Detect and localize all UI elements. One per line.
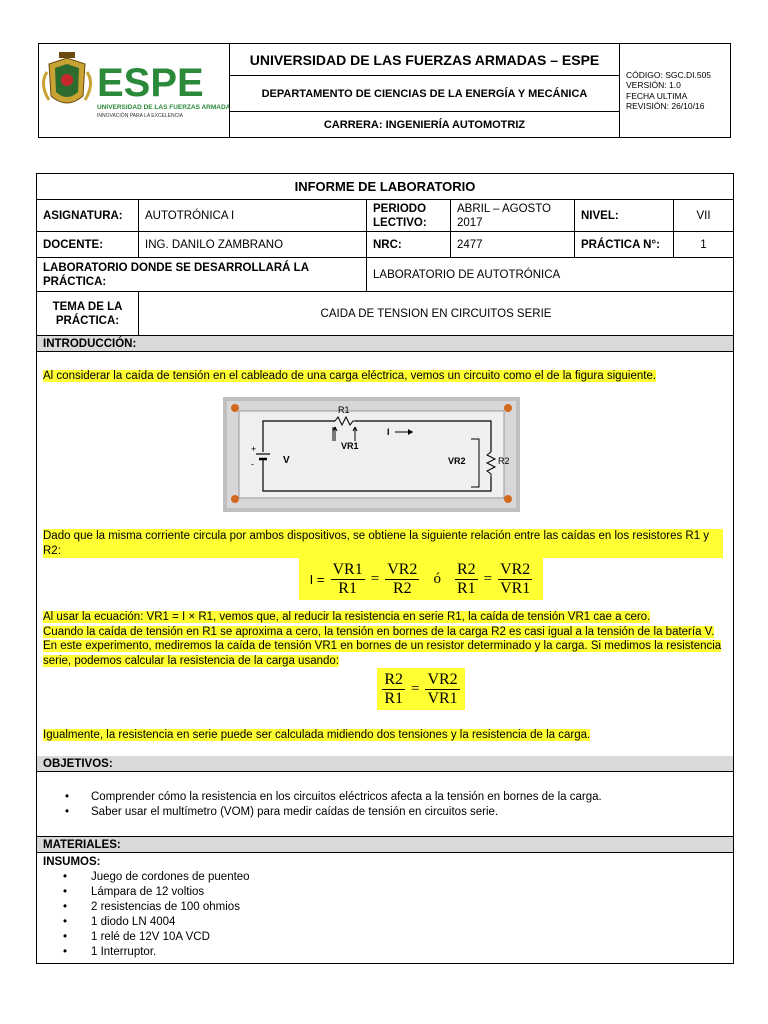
- practica-label: PRÁCTICA N°:: [575, 232, 674, 257]
- nrc-value: 2477: [451, 232, 575, 257]
- eq2-equals: =: [410, 680, 420, 697]
- lab-label: LABORATORIO DONDE SE DESARROLLARÁ LA PRÁCTICA:: [37, 258, 367, 291]
- crest-icon: [43, 52, 90, 103]
- intro-paragraph-3: [43, 610, 727, 668]
- nivel-label: NIVEL:: [575, 200, 674, 231]
- date-label: FECHA ULTIMA: [626, 90, 688, 101]
- current-label: I: [387, 427, 390, 437]
- lab-row: [37, 258, 733, 292]
- nivel-value: VII: [696, 209, 711, 222]
- voltage-label: V: [283, 455, 290, 466]
- equation-2: [377, 668, 465, 710]
- nrc-label: NRC:: [367, 232, 451, 257]
- eq1-lhs: I =: [309, 571, 325, 587]
- intro-heading: INTRODUCCIÓN:: [43, 337, 137, 350]
- r1-label: R1: [338, 405, 350, 415]
- career-name: CARRERA: INGENIERÍA AUTOMOTRIZ: [230, 112, 620, 138]
- plus-label: +: [251, 444, 257, 454]
- intro-heading-row: [37, 336, 733, 352]
- eq1-equals-2: =: [483, 570, 493, 587]
- materials-section: [37, 853, 733, 963]
- report-title: INFORME DE LABORATORIO: [294, 179, 476, 194]
- screw-icon: [231, 404, 239, 412]
- objectives-section: [37, 772, 733, 837]
- eq2-frac-1: $\frac{R2}{R1}$: [384, 670, 403, 707]
- logo-wordmark: ESPE: [97, 61, 204, 105]
- material-item: • Juego de cordones de puenteo: [63, 870, 663, 885]
- logo-cell: [39, 44, 230, 138]
- lab-report: [36, 173, 734, 964]
- circuit-diagram: [223, 397, 520, 512]
- eq1-frac-4: $\frac{VR2}{VR1}$: [500, 560, 531, 597]
- asignatura-label: ASIGNATURA:: [37, 200, 139, 231]
- screw-icon: [231, 495, 239, 503]
- vr2-label: VR2: [448, 456, 466, 466]
- lab-value: LABORATORIO DE AUTOTRÓNICA: [373, 268, 561, 281]
- eq1-frac-3: $\frac{R2}{R1}$: [456, 560, 476, 597]
- objectives-list: [65, 790, 705, 820]
- screw-icon: [504, 404, 512, 412]
- vr1-label: VR1: [341, 441, 359, 451]
- screw-icon: [504, 495, 512, 503]
- material-item: • 1 diodo LN 4004: [63, 915, 663, 930]
- docente-label: DOCENTE:: [37, 232, 139, 257]
- report-title-row: [37, 174, 733, 200]
- intro-section: [37, 352, 733, 764]
- intro-paragraph-3c: En este experimento, mediremos la caída de tensión VR1 en bornes de un resistor determinado y la carga. Si medimos la resistencia serie, podemos calcular la resistencia de la carga usando:: [43, 640, 722, 667]
- materials-heading-row: [37, 837, 733, 853]
- materials-heading: MATERIALES:: [43, 838, 121, 851]
- logo-subtitle: UNIVERSIDAD DE LAS FUERZAS ARMADAS: [97, 104, 229, 111]
- docente-value: ING. DANILO ZAMBRANO: [139, 232, 367, 257]
- eq2-frac-2: $\frac{VR2}{VR1}$: [427, 670, 458, 707]
- r2-label: R2: [498, 456, 510, 466]
- material-item: • Lámpara de 12 voltios: [63, 885, 663, 900]
- university-name: UNIVERSIDAD DE LAS FUERZAS ARMADAS – ESPE: [230, 44, 620, 76]
- insumos-heading: INSUMOS:: [43, 856, 101, 868]
- espe-logo: [39, 44, 229, 132]
- objectives-heading-row: [37, 756, 733, 772]
- teacher-row: [37, 232, 733, 258]
- department-name: DEPARTAMENTO DE CIENCIAS DE LA ENERGÍA Y MECÁNICA: [230, 76, 620, 112]
- material-item: • 2 resistencias de 100 ohmios: [63, 900, 663, 915]
- document-header: [38, 43, 731, 138]
- subject-row: [37, 200, 733, 232]
- objectives-heading: OBJETIVOS:: [43, 757, 113, 770]
- topic-row: [37, 292, 733, 336]
- minus-label: -: [251, 459, 254, 469]
- intro-paragraph-4: Igualmente, la resistencia en serie puede ser calculada midiendo dos tensiones y la resistencia de la carga.: [43, 729, 591, 741]
- periodo-value: ABRIL – AGOSTO 2017: [451, 200, 575, 231]
- version-text: VERSIÓN: 1.0: [626, 80, 681, 90]
- practica-value: 1: [700, 238, 707, 251]
- intro-paragraph-3a: Al usar la ecuación: VR1 = I × R1, vemos que, al reducir la resistencia en serie R1, la caída de tensión VR1 cae a cero.: [43, 611, 651, 623]
- code-text: CÓDIGO: SGC.DI.505: [626, 69, 712, 80]
- document-codes: [620, 44, 731, 138]
- material-item: • 1 Interruptor.: [63, 945, 663, 960]
- materials-list: [63, 870, 663, 960]
- revision-text: REVISIÓN: 26/10/16: [626, 101, 705, 111]
- material-item: • 1 relé de 12V 10A VCD: [63, 930, 663, 945]
- equation-1: [299, 558, 543, 600]
- intro-paragraph-3b: Cuando la caída de tensión en R1 se aproxima a cero, la tensión en bornes de la carga R2 es casi igual a la tensión de la batería V.: [43, 625, 715, 638]
- periodo-label: PERIODO LECTIVO:: [367, 200, 451, 231]
- objective-item: • Saber usar el multímetro (VOM) para medir caídas de tensión en circuitos serie.: [65, 805, 705, 820]
- tema-value: CAIDA DE TENSION EN CIRCUITOS SERIE: [320, 307, 552, 320]
- eq1-equals: =: [370, 570, 380, 587]
- tema-label: TEMA DE LA PRÁCTICA:: [37, 292, 139, 335]
- intro-paragraph-2: Dado que la misma corriente circula por ambos dispositivos, se obtiene la siguiente relación entre las caídas en los resistores R1 y R2:: [43, 529, 723, 558]
- eq1-frac-1: $\frac{VR1}{R1}$: [332, 560, 363, 597]
- logo-tagline: INNOVACIÓN PARA LA EXCELENCIA: [97, 113, 183, 119]
- asignatura-value: AUTOTRÓNICA I: [139, 200, 367, 231]
- eq1-frac-2: $\frac{VR2}{R2}$: [387, 560, 418, 597]
- objective-item: • Comprender cómo la resistencia en los circuitos eléctricos afecta a la tensión en bornes de la carga.: [65, 790, 705, 805]
- eq1-or: ó: [433, 570, 441, 587]
- intro-paragraph-1: Al considerar la caída de tensión en el cableado de una carga eléctrica, vemos un circuito como el de la figura siguiente.: [43, 370, 657, 382]
